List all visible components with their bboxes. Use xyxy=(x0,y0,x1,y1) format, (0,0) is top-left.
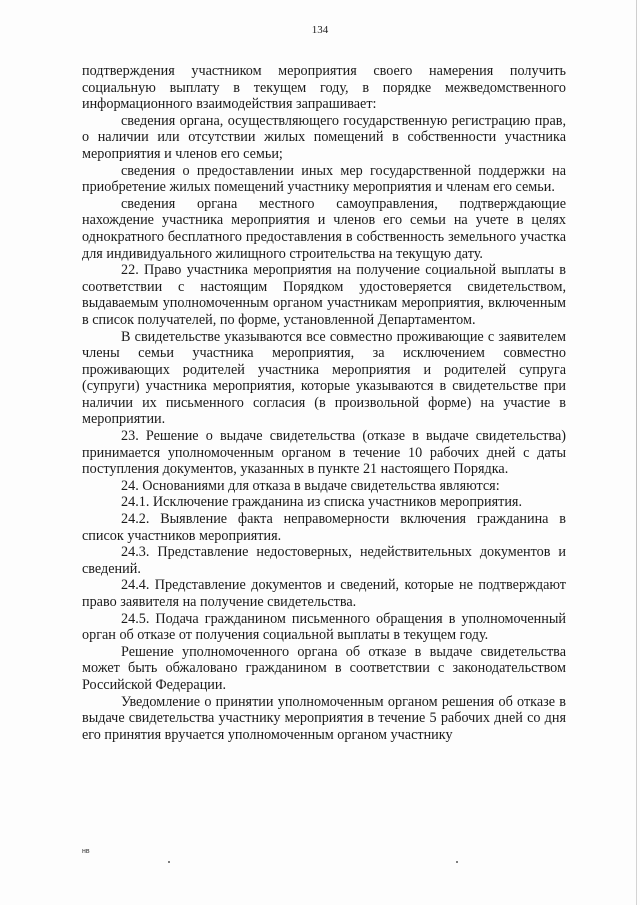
paragraph: 24.4. Представление документов и сведений, которые не подтверждают право заявителя на получение свидетельства. xyxy=(82,577,566,610)
scan-speck xyxy=(456,861,458,863)
scan-speck xyxy=(168,861,170,863)
paragraph: В свидетельстве указываются все совместно проживающие с заявителем члены семьи участника мероприятия, за исключением совместно проживающих родителей участника мероприятия и родителей супруга (супруги) участника мероприятия, которые указываются в свидетельстве при наличии их письменного согласия (в произвольной форме) на участие в мероприятии. xyxy=(82,328,566,428)
paragraph: 22. Право участника мероприятия на получение социальной выплаты в соответствии с настоящим Порядком удостоверяется свидетельством, выдаваемым уполномоченным органом участникам мероприятия, включенным в список получателей, по форме, установленной Департаментом. xyxy=(82,262,566,328)
paragraph: 23. Решение о выдаче свидетельства (отказе в выдаче свидетельства) принимается уполномоченным органом в течение 10 рабочих дней с даты поступления документов, указанных в пункте 21 настоящего Порядка. xyxy=(82,428,566,478)
paragraph: 24.2. Выявление факта неправомерности включения гражданина в список участников мероприятия. xyxy=(82,511,566,544)
page-number: 134 xyxy=(311,24,329,36)
paragraph: 24.3. Представление недостоверных, недействительных документов и сведений. xyxy=(82,544,566,577)
paragraph: Решение уполномоченного органа об отказе в выдаче свидетельства может быть обжаловано гражданином в соответствии с законодательством Российской Федерации. xyxy=(82,643,566,693)
paragraph: сведения органа, осуществляющего государственную регистрацию прав, о наличии или отсутствии жилых помещений в собственности участника мероприятия и членов его семьи; xyxy=(82,112,566,162)
paragraph: 24.5. Подача гражданином письменного обращения в уполномоченный орган об отказе от получения социальной выплаты в текущем году. xyxy=(82,610,566,644)
paragraph: сведения органа местного самоуправления, подтверждающие нахождение участника мероприятия и членов его семьи на учете в целях однократного бесплатного предоставления в собственность земельного участка для индивидуального жилищного строительства на текущую дату. xyxy=(82,195,566,262)
paragraph: 24. Основаниями для отказа в выдаче свидетельства являются: xyxy=(121,477,500,494)
paragraph: подтверждения участником мероприятия своего намерения получить социальную выплату в текущем году, в порядке межведомственного информационного взаимодействия запрашивает: xyxy=(82,63,566,113)
paragraph: 24.1. Исключение гражданина из списка участников мероприятия. xyxy=(121,494,523,511)
page-edge xyxy=(636,0,637,905)
document-body xyxy=(82,63,566,743)
paragraph: сведения о предоставлении иных мер государственной поддержки на приобретение жилых помещений участнику мероприятия и членам его семьи. xyxy=(82,162,566,196)
footer-code: нв xyxy=(82,848,90,855)
paragraph: Уведомление о принятии уполномоченным органом решения об отказе в выдаче свидетельства участнику мероприятия в течение 5 рабочих дней со дня его принятия вручается уполномоченным органом участнику xyxy=(82,693,566,743)
